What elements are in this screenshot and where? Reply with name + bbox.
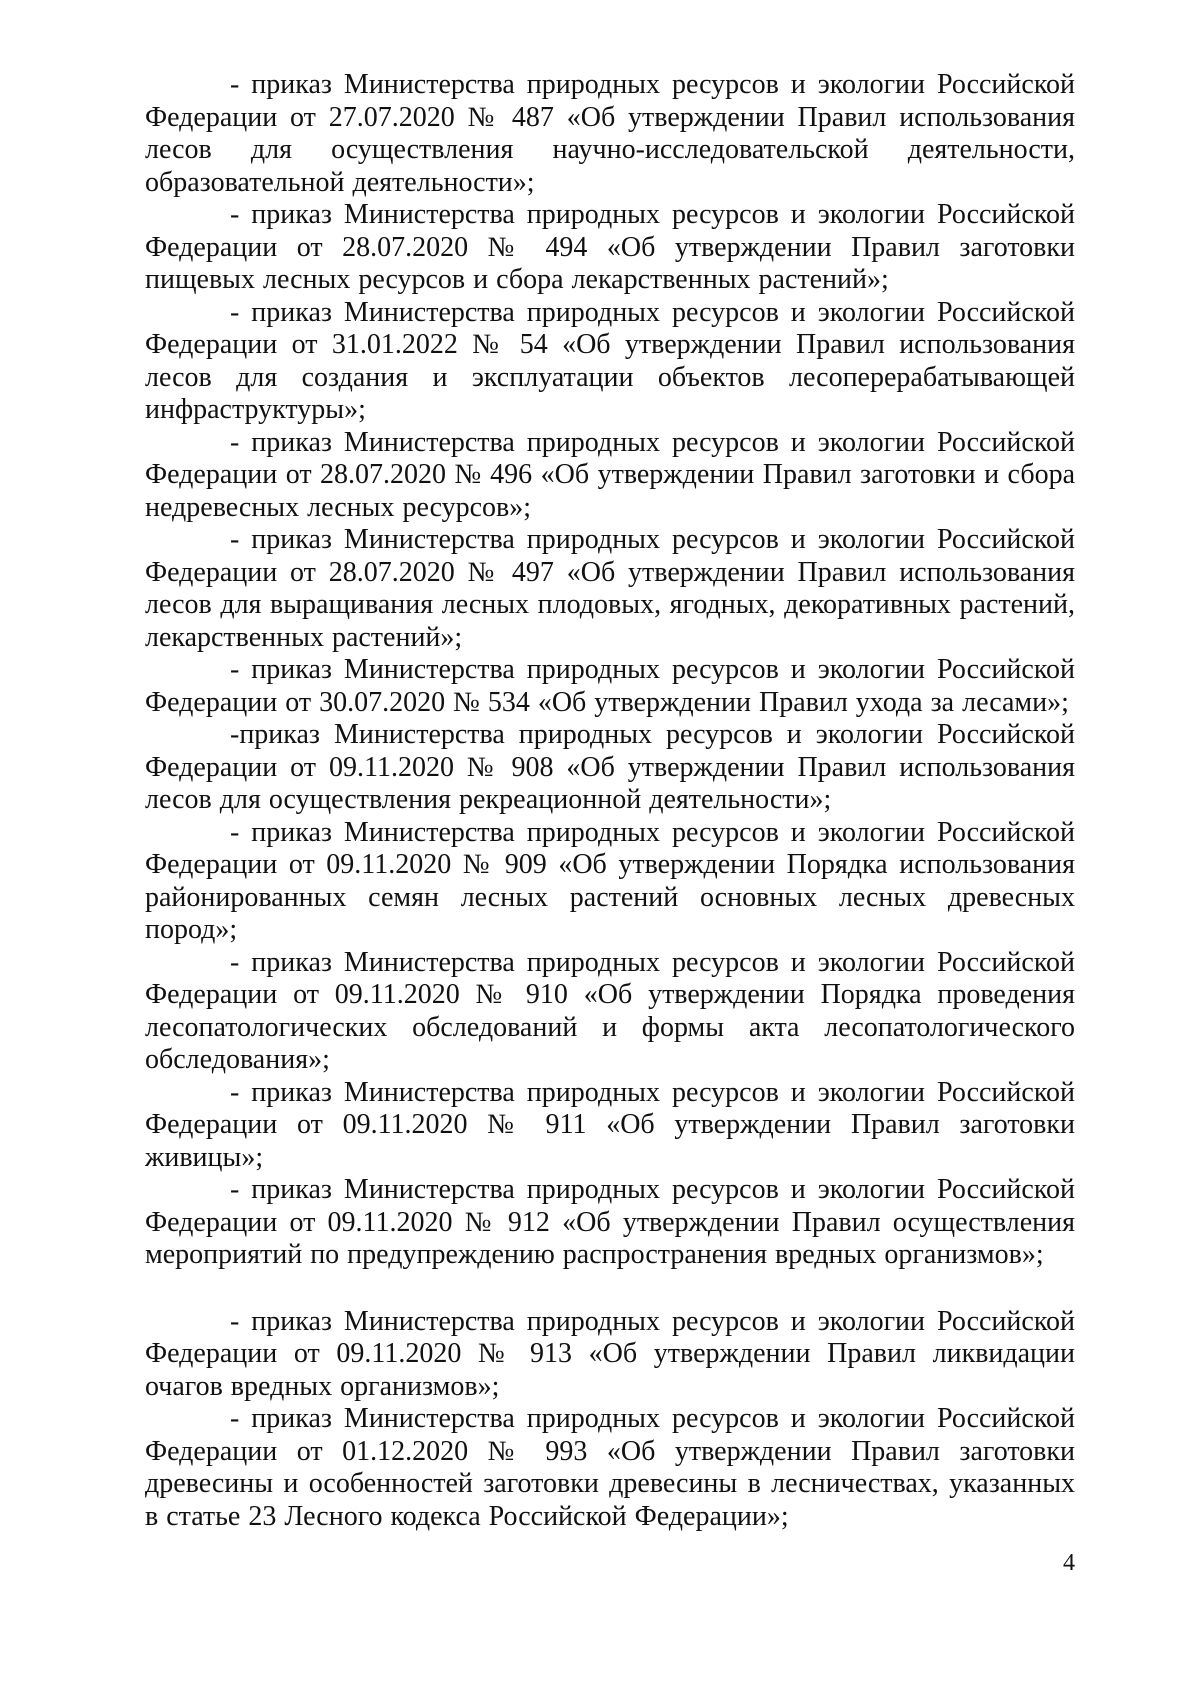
page-number: 4 (1063, 1550, 1075, 1576)
paragraph-order-494: - приказ Министерства природных ресурсов и экологии Российской Федерации от 28.07.2020 № 494 «Об утверждении Правил заготовки пищевых лесных ресурсов и сбора лекарственных растений»; (145, 199, 1075, 295)
paragraph-order-534: - приказ Министерства природных ресурсов и экологии Российской Федерации от 30.07.2020 № 534 «Об утверждении Правил ухода за лесами»; (145, 654, 1075, 718)
paragraph-order-910: - приказ Министерства природных ресурсов и экологии Российской Федерации от 09.11.2020 № 910 «Об утверждении Порядка проведения лесопатологических обследований и формы акта лесопатологического обследования»; (145, 946, 1075, 1075)
paragraph-order-911: - приказ Министерства природных ресурсов и экологии Российской Федерации от 09.11.2020 № 911 «Об утверждении Правил заготовки живицы»; (145, 1076, 1075, 1173)
paragraph-order-912: - приказ Министерства природных ресурсов и экологии Российской Федерации от 09.11.2020 № 912 «Об утверждении Правил осуществления мероприятий по предупреждению распространения вредных организмов»; (145, 1174, 1075, 1270)
paragraph-order-909: - приказ Министерства природных ресурсов и экологии Российской Федерации от 09.11.2020 № 909 «Об утверждении Порядка использования районированных семян лесных растений основных лесных древесных пород»; (145, 816, 1075, 945)
paragraph-order-487: - приказ Министерства природных ресурсов и экологии Российской Федерации от 27.07.2020 № 487 «Об утверждении Правил использования лесов для осуществления научно-исследовательской деятельности, образовательной деятельности»; (145, 69, 1075, 198)
document-body (145, 69, 1075, 1533)
paragraph-order-908: -приказ Министерства природных ресурсов и экологии Российской Федерации от 09.11.2020 № 908 «Об утверждении Правил использования лесов для осуществления рекреационной деятельности»; (145, 719, 1075, 815)
paragraph-order-497: - приказ Министерства природных ресурсов и экологии Российской Федерации от 28.07.2020 № 497 «Об утверждении Правил использования лесов для выращивания лесных плодовых, ягодных, декоративных растений, лекарственных растений»; (145, 524, 1075, 653)
paragraph-order-913: - приказ Министерства природных ресурсов и экологии Российской Федерации от 09.11.2020 № 913 «Об утверждении Правил ликвидации очагов вредных организмов»; (145, 1305, 1075, 1402)
paragraph-order-496: - приказ Министерства природных ресурсов и экологии Российской Федерации от 28.07.2020 № 496 «Об утверждении Правил заготовки и сбора недревесных лесных ресурсов»; (145, 426, 1075, 523)
paragraph-order-54: - приказ Министерства природных ресурсов и экологии Российской Федерации от 31.01.2022 № 54 «Об утверждении Правил использования лесов для создания и эксплуатации объектов лесоперерабатывающей инфраструктуры»; (145, 296, 1075, 425)
paragraph-order-993: - приказ Министерства природных ресурсов и экологии Российской Федерации от 01.12.2020 № 993 «Об утверждении Правил заготовки древесины и особенностей заготовки древесины в лесничествах, указанных в статье 23 Лесного кодекса Российской Федерации»; (145, 1403, 1075, 1532)
